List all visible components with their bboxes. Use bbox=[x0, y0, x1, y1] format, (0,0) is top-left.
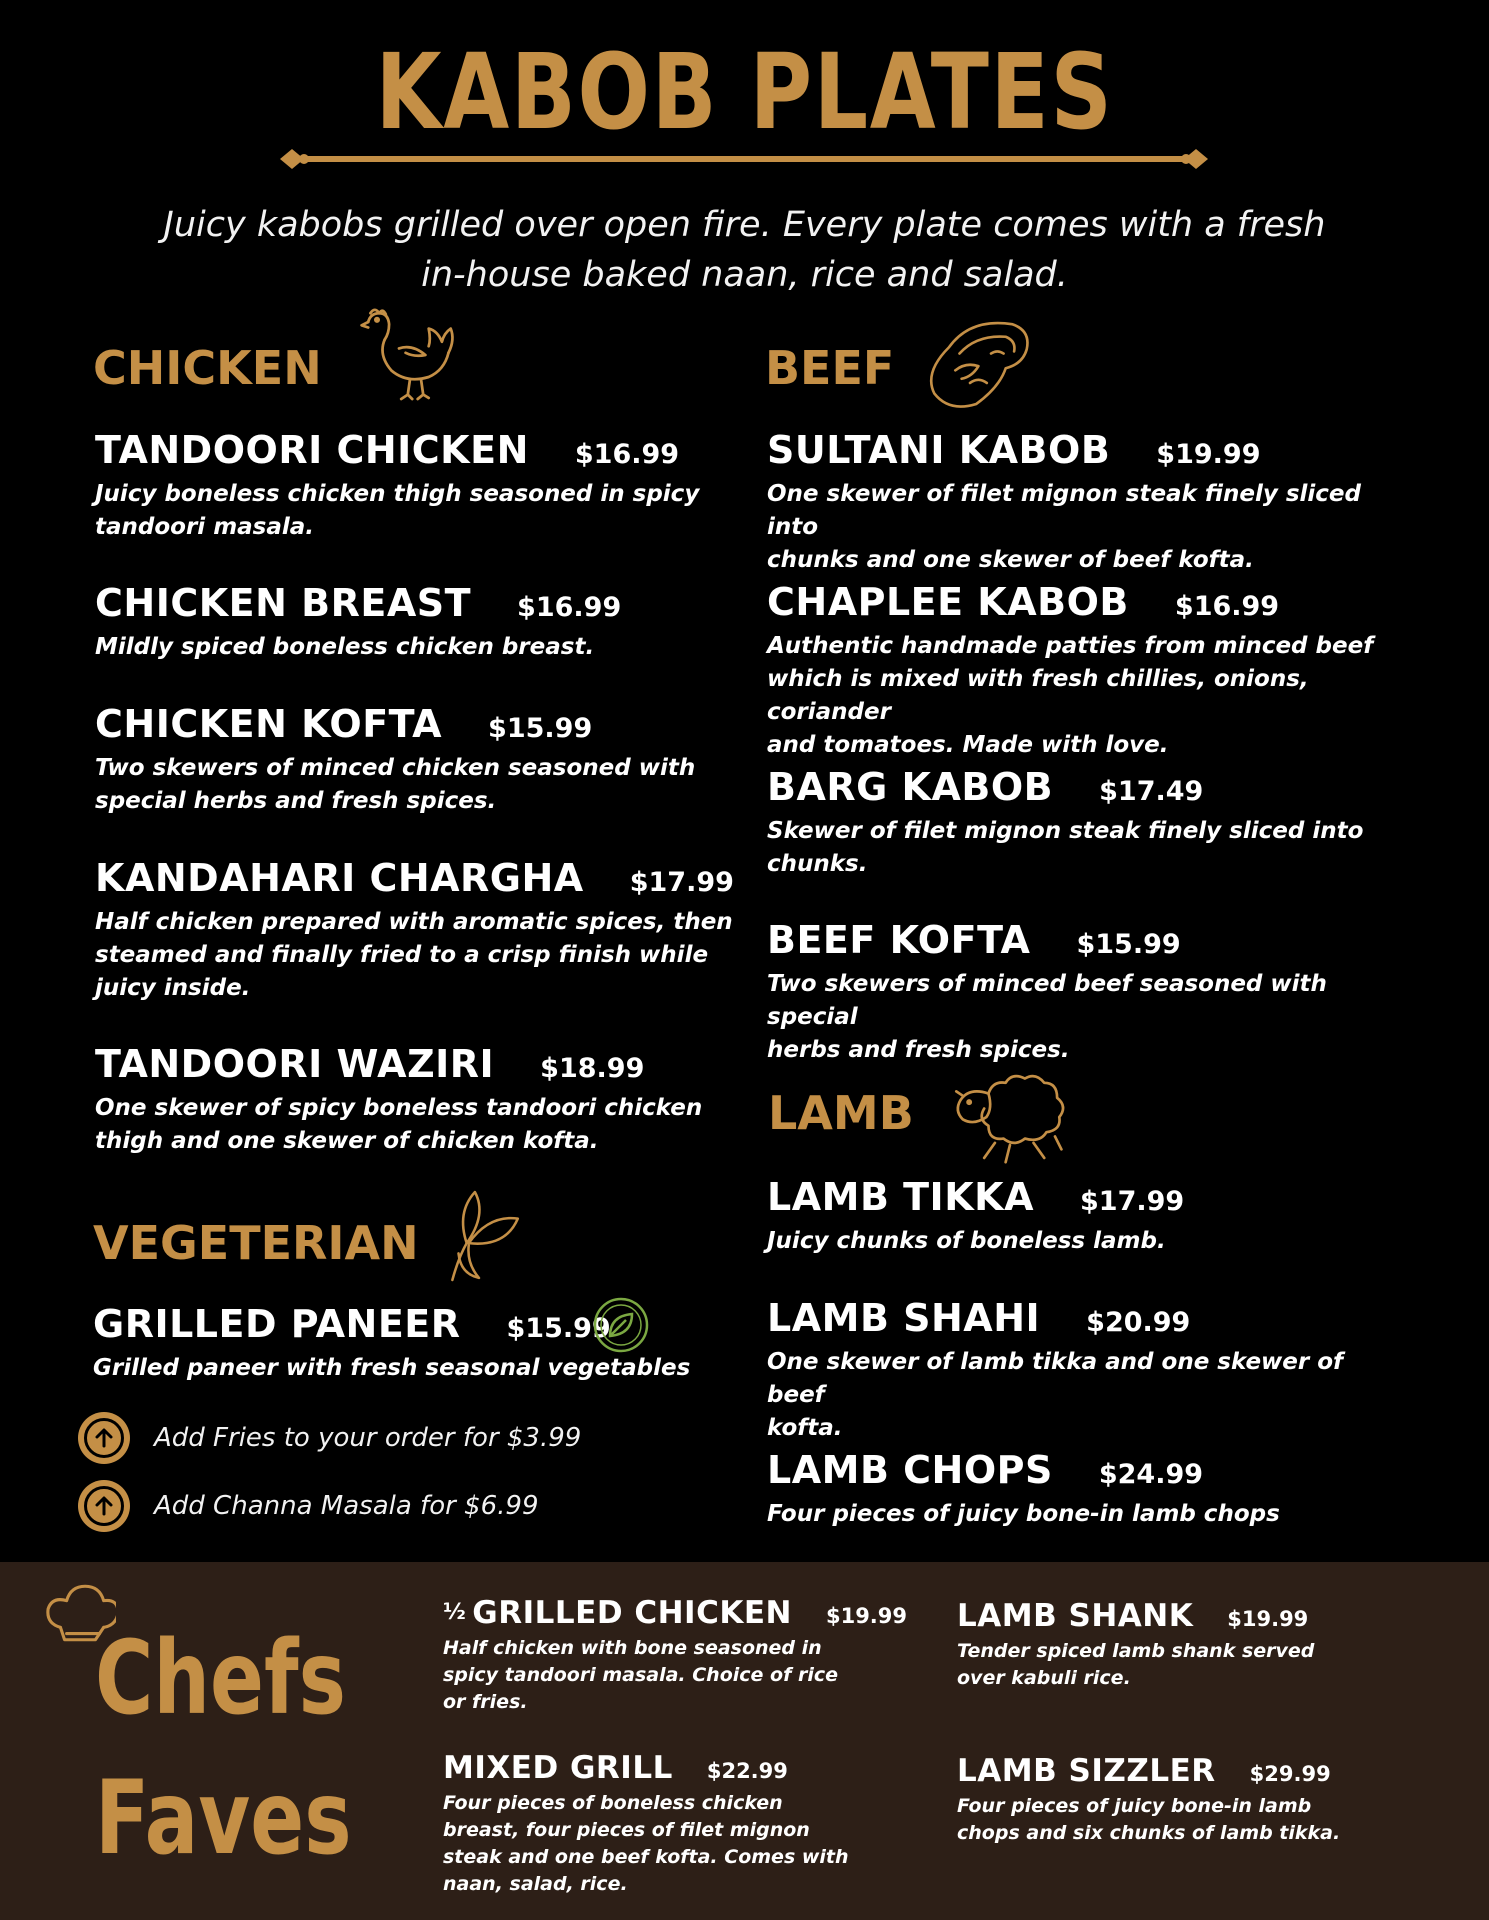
item-price: $15.99 bbox=[488, 713, 593, 744]
category-beef: BEEF bbox=[765, 341, 895, 395]
desc-line: steamed and finally fried to a crisp finish while bbox=[95, 942, 709, 968]
item-description bbox=[957, 1638, 1377, 1692]
desc-line: spicy tandoori masala. Choice of rice bbox=[443, 1664, 839, 1686]
item-description bbox=[93, 1352, 693, 1385]
desc-line: chunks. bbox=[767, 851, 868, 877]
item-price: $19.99 bbox=[1227, 1607, 1309, 1631]
item-name: TANDOORI WAZIRI bbox=[95, 1042, 495, 1086]
desc-line: juicy inside. bbox=[95, 975, 251, 1001]
addon-channa bbox=[78, 1480, 539, 1532]
chicken-icon bbox=[355, 300, 465, 410]
desc-line: Four pieces of juicy bone-in lamb bbox=[957, 1795, 1312, 1817]
faves-heading-word: Chefs bbox=[95, 1619, 346, 1738]
leaf-icon bbox=[440, 1190, 522, 1282]
item-description bbox=[95, 906, 735, 1005]
page-title: KABOB PLATES bbox=[375, 31, 1114, 153]
desc-line: which is mixed with fresh chillies, onions, coriander bbox=[767, 666, 1309, 725]
item-name: BEEF KOFTA bbox=[767, 918, 1031, 962]
desc-line: Juicy chunks of boneless lamb. bbox=[767, 1228, 1166, 1254]
desc-line: Grilled paneer with fresh seasonal vegetables bbox=[93, 1355, 691, 1381]
item-description bbox=[767, 968, 1407, 1067]
desc-line: Mildly spiced boneless chicken breast. bbox=[95, 634, 595, 660]
half-fraction: ½ bbox=[443, 1600, 467, 1625]
item-description bbox=[767, 1225, 1407, 1258]
item-name: CHAPLEE KABOB bbox=[767, 580, 1129, 624]
desc-line: One skewer of filet mignon steak finely sliced into bbox=[767, 481, 1361, 540]
desc-line: Juicy boneless chicken thigh seasoned in spicy bbox=[95, 481, 700, 507]
item-description bbox=[95, 631, 735, 664]
desc-line: breast, four pieces of filet mignon bbox=[443, 1819, 810, 1841]
item-description bbox=[95, 1092, 735, 1158]
desc-line: Half chicken prepared with aromatic spices, then bbox=[95, 909, 733, 935]
category-lamb: LAMB bbox=[768, 1086, 914, 1140]
intro-line: in-house baked naan, rice and salad. bbox=[421, 255, 1068, 295]
desc-line: Four pieces of juicy bone-in lamb chops bbox=[767, 1501, 1280, 1527]
menu-item bbox=[443, 1750, 863, 1898]
desc-line: over kabuli rice. bbox=[957, 1667, 1131, 1689]
item-name: BARG KABOB bbox=[767, 765, 1054, 809]
menu-item bbox=[767, 1296, 1407, 1445]
arrow-up-icon bbox=[78, 1480, 130, 1532]
item-name: CHICKEN KOFTA bbox=[95, 702, 443, 746]
desc-line: kofta. bbox=[767, 1415, 843, 1441]
menu-item bbox=[767, 918, 1407, 1067]
item-name: MIXED GRILL bbox=[443, 1750, 673, 1786]
item-price: $19.99 bbox=[825, 1604, 908, 1628]
steak-icon bbox=[928, 315, 1033, 411]
item-price: $24.99 bbox=[1098, 1459, 1204, 1490]
item-description bbox=[443, 1635, 863, 1716]
menu-item bbox=[767, 580, 1407, 762]
desc-line: Two skewers of minced beef seasoned with special bbox=[767, 971, 1327, 1030]
item-name: LAMB SIZZLER bbox=[957, 1753, 1216, 1789]
menu-item bbox=[767, 1175, 1407, 1258]
item-description bbox=[95, 478, 735, 544]
menu-item bbox=[957, 1753, 1377, 1847]
desc-line: chunks and one skewer of beef kofta. bbox=[767, 547, 1254, 573]
desc-line: Four pieces of boneless chicken bbox=[443, 1792, 783, 1814]
item-description bbox=[767, 630, 1407, 762]
item-price: $22.99 bbox=[706, 1759, 788, 1783]
addon-fries bbox=[78, 1412, 581, 1464]
intro-text bbox=[100, 200, 1389, 300]
sheep-icon bbox=[952, 1060, 1070, 1170]
item-price: $16.99 bbox=[1174, 591, 1280, 622]
item-name: LAMB TIKKA bbox=[767, 1175, 1034, 1219]
item-price: $20.99 bbox=[1086, 1307, 1191, 1338]
item-price: $16.99 bbox=[574, 439, 680, 470]
item-price: $17.49 bbox=[1099, 776, 1204, 807]
menu-item bbox=[95, 581, 735, 664]
desc-line: One skewer of lamb tikka and one skewer of beef bbox=[767, 1349, 1344, 1408]
item-name: LAMB CHOPS bbox=[767, 1448, 1053, 1492]
item-name: CHICKEN BREAST bbox=[95, 581, 472, 625]
item-price: $18.99 bbox=[540, 1053, 645, 1084]
item-description bbox=[767, 815, 1407, 881]
veg-leaf-badge-icon bbox=[592, 1296, 650, 1354]
item-name: LAMB SHAHI bbox=[767, 1296, 1041, 1340]
desc-line: special herbs and fresh spices. bbox=[95, 788, 497, 814]
item-name: LAMB SHANK bbox=[957, 1598, 1194, 1634]
desc-line: Two skewers of minced chicken seasoned with bbox=[95, 755, 696, 781]
item-description bbox=[957, 1793, 1377, 1847]
desc-line: Skewer of filet mignon steak finely sliced into bbox=[767, 818, 1364, 844]
title-divider bbox=[280, 145, 1210, 173]
faves-heading-word: Faves bbox=[95, 1759, 352, 1878]
category-chicken: CHICKEN bbox=[93, 341, 322, 395]
item-price: $15.99 bbox=[506, 1313, 611, 1344]
item-name: SULTANI KABOB bbox=[767, 428, 1111, 472]
menu-item bbox=[767, 765, 1407, 881]
item-description bbox=[767, 1498, 1407, 1531]
menu-item bbox=[443, 1595, 908, 1716]
desc-line: thigh and one skewer of chicken kofta. bbox=[95, 1128, 599, 1154]
item-price: $17.99 bbox=[1080, 1186, 1185, 1217]
menu-item bbox=[767, 428, 1407, 577]
desc-line: Tender spiced lamb shank served bbox=[957, 1640, 1315, 1662]
item-description bbox=[443, 1790, 863, 1898]
item-name-text: GRILLED CHICKEN bbox=[472, 1595, 792, 1631]
desc-line: and tomatoes. Made with love. bbox=[767, 732, 1169, 758]
desc-line: or fries. bbox=[443, 1691, 528, 1713]
menu-item bbox=[95, 1042, 735, 1158]
desc-line: chops and six chunks of lamb tikka. bbox=[957, 1822, 1341, 1844]
item-name: KANDAHARI CHARGHA bbox=[95, 856, 584, 900]
menu-item bbox=[767, 1448, 1407, 1531]
desc-line: naan, salad, rice. bbox=[443, 1873, 628, 1895]
item-description bbox=[767, 1346, 1407, 1445]
menu-item bbox=[95, 856, 735, 1005]
desc-line: One skewer of spicy boneless tandoori chicken bbox=[95, 1095, 703, 1121]
category-vegetarian: VEGETERIAN bbox=[93, 1216, 419, 1270]
item-description bbox=[95, 752, 735, 818]
menu-item bbox=[957, 1598, 1377, 1692]
desc-line: tandoori masala. bbox=[95, 514, 315, 540]
desc-line: herbs and fresh spices. bbox=[767, 1037, 1070, 1063]
desc-line: steak and one beef kofta. Comes with bbox=[443, 1846, 849, 1868]
arrow-up-icon bbox=[78, 1412, 130, 1464]
item-price: $15.99 bbox=[1076, 929, 1181, 960]
item-name: GRILLED PANEER bbox=[93, 1302, 461, 1346]
item-price: $17.99 bbox=[629, 867, 734, 898]
addon-text: Add Channa Masala for $6.99 bbox=[154, 1491, 539, 1521]
addon-text: Add Fries to your order for $3.99 bbox=[154, 1423, 582, 1453]
item-name: TANDOORI CHICKEN bbox=[95, 428, 529, 472]
item-price: $16.99 bbox=[517, 592, 622, 623]
menu-item bbox=[95, 428, 735, 544]
desc-line: Half chicken with bone seasoned in bbox=[443, 1637, 822, 1659]
intro-line: Juicy kabobs grilled over open fire. Every plate comes with a fresh bbox=[163, 205, 1326, 245]
item-description bbox=[767, 478, 1407, 577]
item-price: $19.99 bbox=[1156, 439, 1261, 470]
desc-line: Authentic handmade patties from minced beef bbox=[767, 633, 1374, 659]
menu-item bbox=[95, 702, 735, 818]
item-name bbox=[443, 1595, 792, 1631]
item-price: $29.99 bbox=[1249, 1762, 1331, 1786]
